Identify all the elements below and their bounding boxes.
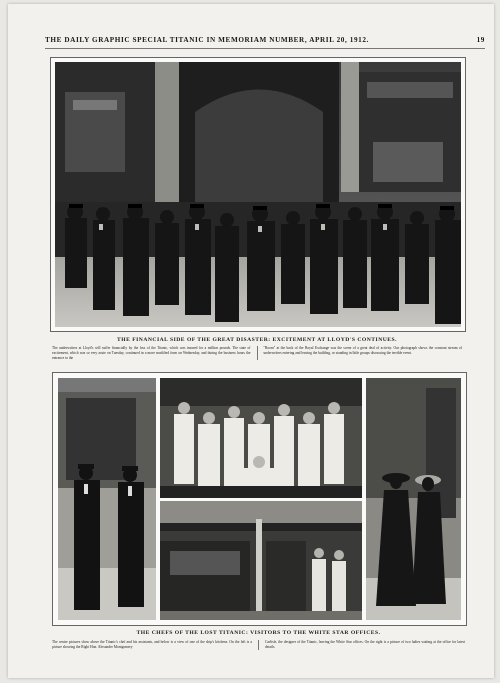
ladies-photo	[366, 378, 461, 620]
top-caption-right: "Room" at the back of the Royal Exchange was the scene of a great deal of activity. Our photograph shows the constant stream of underwriters entering and leaving the building, or standing in little groups discussing the terrible event.	[263, 346, 462, 355]
bottom-caption-left: The centre pictures show above the Titanic's chef and his assistants, and below is a view of one of the ship's kitchens. On the left is a picture showing the Right Hon. Alexander Montgomery	[52, 640, 252, 649]
bottom-caption-body	[52, 640, 465, 650]
header-rule	[45, 48, 485, 49]
top-caption-title: THE FINANCIAL SIDE OF THE GREAT DISASTER: EXCITEMENT AT LLOYD'S CONTINUES.	[116, 337, 398, 343]
header-title: THE DAILY GRAPHIC SPECIAL TITANIC IN MEMORIAM NUMBER, APRIL 20, 1912.	[45, 36, 369, 44]
page-header	[45, 33, 485, 47]
page-number: 19	[476, 36, 485, 44]
kitchen-photo	[160, 501, 362, 620]
caption-divider	[257, 346, 258, 360]
bottom-caption-right: Carlisle, the designer of the Titanic, leaving the White Star offices. On the right is a picture of two ladies waiting at the office for latest details.	[265, 640, 465, 649]
caption-divider	[258, 640, 259, 650]
top-photo-frame	[50, 57, 466, 332]
bottom-photo-frame	[52, 372, 467, 626]
chefs-photo	[160, 378, 362, 498]
top-caption-left: The underwriters at Lloyd's will suffer financially by the loss of the Titanic, which was insured for a million pounds. The state of excitement, which was so very acute on Tuesday, continued in a more modified form on Wednesday, and during the business hours the entrance to the	[52, 346, 251, 360]
carlisle-photo	[58, 378, 156, 620]
bottom-caption-title: THE CHEFS OF THE LOST TITANIC: VISITORS TO THE WHITE STAR OFFICES.	[136, 630, 381, 636]
top-caption-body	[52, 346, 462, 360]
lloyds-crowd-photo	[55, 62, 461, 327]
